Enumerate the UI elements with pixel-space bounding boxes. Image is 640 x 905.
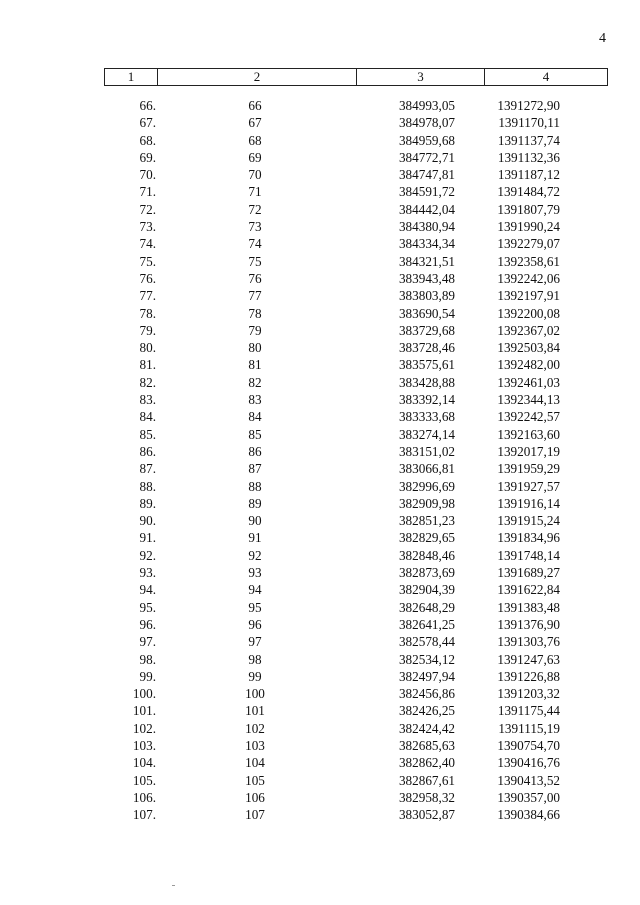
x-coordinate-cell: 384772,71 (398, 149, 455, 165)
table-row (104, 633, 560, 650)
point-id-cell: 100 (245, 686, 265, 702)
table-row (104, 806, 560, 823)
y-coordinate-cell: 1392358,61 (497, 253, 560, 269)
x-coordinate-cell: 382996,69 (398, 478, 455, 494)
row-number-cell: 99. (139, 668, 156, 684)
point-id-cell: 104 (245, 755, 265, 771)
y-coordinate-cell: 1391247,63 (497, 651, 560, 667)
row-number-cell: 90. (139, 513, 156, 529)
x-coordinate-cell: 384334,34 (398, 236, 455, 252)
row-number-cell: 96. (139, 616, 156, 632)
row-number-cell: 82. (139, 374, 156, 390)
point-id-cell: 103 (245, 737, 265, 753)
table-row (104, 339, 560, 356)
table-row (104, 166, 560, 183)
x-coordinate-cell: 382424,42 (398, 720, 455, 736)
y-coordinate-cell: 1392344,13 (497, 392, 560, 408)
y-coordinate-cell: 1390384,66 (497, 807, 560, 823)
row-number-cell: 76. (139, 270, 156, 286)
y-coordinate-cell: 1392163,60 (497, 426, 560, 442)
column-header-2: 2 (158, 69, 357, 86)
table-row (104, 305, 560, 322)
row-number-cell: 70. (139, 167, 156, 183)
x-coordinate-cell: 384442,04 (398, 201, 455, 217)
x-coordinate-cell: 383052,87 (398, 807, 455, 823)
point-id-cell: 70 (248, 167, 262, 183)
table-row (104, 235, 560, 252)
x-coordinate-cell: 383333,68 (398, 409, 455, 425)
x-coordinate-cell: 383392,14 (398, 392, 455, 408)
y-coordinate-cell: 1391927,57 (497, 478, 560, 494)
x-coordinate-cell: 382641,25 (398, 616, 455, 632)
y-coordinate-cell: 1391834,96 (497, 530, 560, 546)
y-coordinate-cell: 1391170,11 (498, 115, 560, 131)
point-id-cell: 86 (248, 443, 262, 459)
x-coordinate-cell: 382578,44 (398, 634, 455, 650)
y-coordinate-cell: 1390416,76 (497, 755, 560, 771)
column-header-table (104, 68, 608, 86)
table-row (104, 789, 560, 806)
table-row (104, 149, 560, 166)
x-coordinate-cell: 383728,46 (398, 340, 455, 356)
row-number-cell: 81. (139, 357, 156, 373)
x-coordinate-cell: 382685,63 (398, 737, 455, 753)
x-coordinate-cell: 383803,89 (398, 288, 455, 304)
point-id-cell: 75 (248, 253, 262, 269)
table-row (104, 322, 560, 339)
table-row (104, 564, 560, 581)
y-coordinate-cell: 1391807,79 (497, 201, 560, 217)
y-coordinate-cell: 1392017,19 (497, 443, 560, 459)
row-number-cell: 104. (132, 755, 156, 771)
table-row (104, 478, 560, 495)
row-number-cell: 95. (139, 599, 156, 615)
table-row (104, 287, 560, 304)
table-row (104, 737, 560, 754)
point-id-cell: 67 (248, 115, 262, 131)
row-number-cell: 85. (139, 426, 156, 442)
row-number-cell: 74. (139, 236, 156, 252)
point-id-cell: 79 (248, 322, 262, 338)
y-coordinate-cell: 1391915,24 (497, 513, 560, 529)
table-row (104, 374, 560, 391)
table-row (104, 201, 560, 218)
x-coordinate-cell: 384591,72 (398, 184, 455, 200)
x-coordinate-cell: 384959,68 (398, 132, 455, 148)
point-id-cell: 102 (245, 720, 265, 736)
y-coordinate-cell: 1392367,02 (497, 322, 560, 338)
x-coordinate-cell: 382456,86 (398, 686, 455, 702)
x-coordinate-cell: 382867,61 (398, 772, 455, 788)
row-number-cell: 83. (139, 392, 156, 408)
point-id-cell: 90 (248, 513, 262, 529)
point-id-cell: 91 (248, 530, 262, 546)
row-number-cell: 105. (132, 772, 156, 788)
y-coordinate-cell: 1391303,76 (497, 634, 560, 650)
row-number-cell: 77. (139, 288, 156, 304)
y-coordinate-cell: 1391990,24 (497, 219, 560, 235)
table-row (104, 581, 560, 598)
y-coordinate-cell: 1391203,32 (497, 686, 560, 702)
row-number-cell: 75. (139, 253, 156, 269)
x-coordinate-cell: 383690,54 (398, 305, 455, 321)
column-header-1: 1 (105, 69, 158, 86)
y-coordinate-cell: 1391137,74 (497, 132, 560, 148)
table-row (104, 772, 560, 789)
point-id-cell: 80 (248, 340, 262, 356)
y-coordinate-cell: 1391383,48 (497, 599, 560, 615)
row-number-cell: 92. (139, 547, 156, 563)
y-coordinate-cell: 1390413,52 (497, 772, 560, 788)
x-coordinate-cell: 382829,65 (398, 530, 455, 546)
row-number-cell: 86. (139, 443, 156, 459)
row-number-cell: 103. (132, 737, 156, 753)
x-coordinate-cell: 383729,68 (398, 322, 455, 338)
row-number-cell: 102. (132, 720, 156, 736)
y-coordinate-cell: 1392482,00 (497, 357, 560, 373)
table-row (104, 599, 560, 616)
y-coordinate-cell: 1391187,12 (497, 167, 560, 183)
x-coordinate-cell: 383575,61 (398, 357, 455, 373)
y-coordinate-cell: 1391689,27 (497, 565, 560, 581)
table-row (104, 391, 560, 408)
table-row (104, 720, 560, 737)
y-coordinate-cell: 1392279,07 (497, 236, 560, 252)
x-coordinate-cell: 382873,69 (398, 565, 455, 581)
row-number-cell: 88. (139, 478, 156, 494)
row-number-cell: 79. (139, 322, 156, 338)
y-coordinate-cell: 1392242,06 (497, 270, 560, 286)
row-number-cell: 87. (139, 461, 156, 477)
table-row (104, 512, 560, 529)
column-header-3: 3 (357, 69, 485, 86)
point-id-cell: 97 (248, 634, 262, 650)
coordinate-table-body (104, 97, 560, 823)
row-number-cell: 101. (132, 703, 156, 719)
table-row (104, 253, 560, 270)
x-coordinate-cell: 382958,32 (398, 789, 455, 805)
x-coordinate-cell: 384321,51 (398, 253, 455, 269)
table-row (104, 114, 560, 131)
table-row (104, 183, 560, 200)
row-number-cell: 98. (139, 651, 156, 667)
x-coordinate-cell: 382534,12 (398, 651, 455, 667)
y-coordinate-cell: 1392503,84 (497, 340, 560, 356)
column-header-row (105, 69, 608, 86)
row-number-cell: 78. (139, 305, 156, 321)
y-coordinate-cell: 1391115,19 (498, 720, 560, 736)
x-coordinate-cell: 382497,94 (398, 668, 455, 684)
row-number-cell: 69. (139, 149, 156, 165)
x-coordinate-cell: 382851,23 (398, 513, 455, 529)
point-id-cell: 89 (248, 495, 262, 511)
row-number-cell: 93. (139, 565, 156, 581)
table-row (104, 651, 560, 668)
point-id-cell: 107 (245, 807, 265, 823)
table-row (104, 685, 560, 702)
table-row (104, 547, 560, 564)
x-coordinate-cell: 384380,94 (398, 219, 455, 235)
y-coordinate-cell: 1391175,44 (497, 703, 560, 719)
x-coordinate-cell: 383066,81 (398, 461, 455, 477)
x-coordinate-cell: 384978,07 (398, 115, 455, 131)
point-id-cell: 94 (248, 582, 262, 598)
y-coordinate-cell: 1391226,88 (497, 668, 560, 684)
x-coordinate-cell: 382909,98 (398, 495, 455, 511)
table-row (104, 460, 560, 477)
point-id-cell: 68 (248, 132, 262, 148)
row-number-cell: 72. (139, 201, 156, 217)
point-id-cell: 105 (245, 772, 265, 788)
y-coordinate-cell: 1391916,14 (497, 495, 560, 511)
point-id-cell: 101 (245, 703, 265, 719)
point-id-cell: 72 (248, 201, 262, 217)
x-coordinate-cell: 382648,29 (398, 599, 455, 615)
column-header-4: 4 (485, 69, 608, 86)
point-id-cell: 95 (248, 599, 262, 615)
point-id-cell: 71 (248, 184, 262, 200)
point-id-cell: 77 (248, 288, 262, 304)
scan-mark (172, 885, 175, 886)
point-id-cell: 99 (248, 668, 262, 684)
point-id-cell: 92 (248, 547, 262, 563)
y-coordinate-cell: 1390754,70 (497, 737, 560, 753)
table-row (104, 356, 560, 373)
point-id-cell: 88 (248, 478, 262, 494)
table-row (104, 97, 560, 114)
x-coordinate-cell: 382426,25 (398, 703, 455, 719)
x-coordinate-cell: 383151,02 (398, 443, 455, 459)
y-coordinate-cell: 1391622,84 (497, 582, 560, 598)
row-number-cell: 94. (139, 582, 156, 598)
table-row (104, 668, 560, 685)
row-number-cell: 89. (139, 495, 156, 511)
row-number-cell: 73. (139, 219, 156, 235)
y-coordinate-cell: 1391484,72 (497, 184, 560, 200)
table-row (104, 443, 560, 460)
row-number-cell: 100. (132, 686, 156, 702)
point-id-cell: 66 (248, 98, 262, 113)
row-number-cell: 66. (139, 98, 156, 113)
table-row (104, 218, 560, 235)
point-id-cell: 84 (248, 409, 262, 425)
table-row (104, 616, 560, 633)
table-row (104, 702, 560, 719)
y-coordinate-cell: 1392197,91 (497, 288, 560, 304)
row-number-cell: 84. (139, 409, 156, 425)
point-id-cell: 78 (248, 305, 262, 321)
point-id-cell: 98 (248, 651, 262, 667)
table-row (104, 754, 560, 771)
row-number-cell: 68. (139, 132, 156, 148)
y-coordinate-cell: 1392461,03 (497, 374, 560, 390)
y-coordinate-cell: 1391272,90 (497, 98, 560, 113)
y-coordinate-cell: 1391959,29 (497, 461, 560, 477)
x-coordinate-cell: 382848,46 (398, 547, 455, 563)
x-coordinate-cell: 384993,05 (398, 98, 455, 113)
point-id-cell: 85 (248, 426, 262, 442)
table-row (104, 132, 560, 149)
row-number-cell: 97. (139, 634, 156, 650)
table-row (104, 529, 560, 546)
point-id-cell: 87 (248, 461, 262, 477)
y-coordinate-cell: 1391748,14 (497, 547, 560, 563)
x-coordinate-cell: 383428,88 (398, 374, 455, 390)
page-number: 4 (599, 31, 606, 46)
y-coordinate-cell: 1392242,57 (497, 409, 560, 425)
row-number-cell: 80. (139, 340, 156, 356)
table-row (104, 495, 560, 512)
x-coordinate-cell: 383274,14 (398, 426, 455, 442)
point-id-cell: 82 (248, 374, 262, 390)
y-coordinate-cell: 1391132,36 (497, 149, 560, 165)
table-row (104, 426, 560, 443)
y-coordinate-cell: 1390357,00 (497, 789, 560, 805)
table-row (104, 408, 560, 425)
row-number-cell: 71. (139, 184, 156, 200)
table-row (104, 270, 560, 287)
row-number-cell: 91. (139, 530, 156, 546)
y-coordinate-cell: 1391376,90 (497, 616, 560, 632)
point-id-cell: 81 (248, 357, 262, 373)
row-number-cell: 106. (132, 789, 156, 805)
point-id-cell: 96 (248, 616, 262, 632)
point-id-cell: 69 (248, 149, 262, 165)
point-id-cell: 74 (248, 236, 262, 252)
x-coordinate-cell: 382862,40 (398, 755, 455, 771)
x-coordinate-cell: 384747,81 (398, 167, 455, 183)
point-id-cell: 106 (245, 789, 265, 805)
point-id-cell: 93 (248, 565, 262, 581)
y-coordinate-cell: 1392200,08 (497, 305, 560, 321)
point-id-cell: 76 (248, 270, 262, 286)
point-id-cell: 73 (248, 219, 262, 235)
x-coordinate-cell: 383943,48 (398, 270, 455, 286)
row-number-cell: 67. (139, 115, 156, 131)
x-coordinate-cell: 382904,39 (398, 582, 455, 598)
row-number-cell: 107. (132, 807, 156, 823)
point-id-cell: 83 (248, 392, 262, 408)
